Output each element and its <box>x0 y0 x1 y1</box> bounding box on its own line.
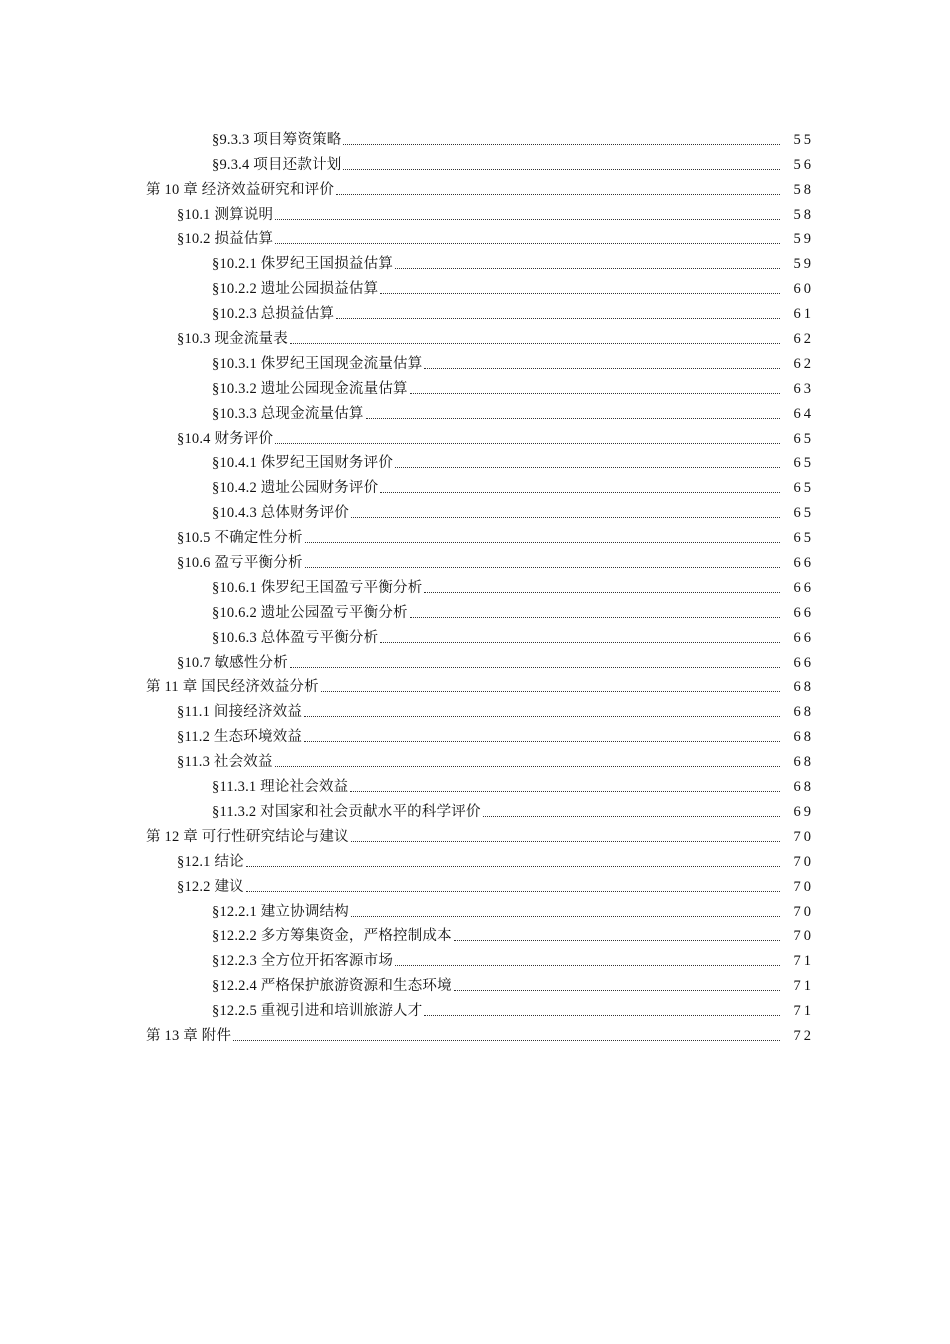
toc-entry-page-number: 70 <box>793 878 814 895</box>
toc-entry[interactable] <box>0 672 950 697</box>
toc-entry-title: §10.4 财务评价 <box>177 430 274 447</box>
toc-entry-page-number: 66 <box>793 579 814 596</box>
dot-leader <box>454 989 780 991</box>
toc-entry-page-number: 66 <box>793 604 814 621</box>
toc-entry[interactable] <box>0 522 950 547</box>
toc-entry-title: §12.2.3 全方位开拓客源市场 <box>212 953 394 970</box>
dot-leader <box>350 790 780 792</box>
dot-leader <box>395 267 780 269</box>
toc-entry-page-number: 58 <box>793 206 814 223</box>
toc-entry-page-number: 68 <box>793 729 814 746</box>
dot-leader <box>275 218 780 220</box>
toc-entry[interactable] <box>0 746 950 771</box>
toc-entry-page-number: 68 <box>793 704 814 721</box>
toc-entry[interactable] <box>0 846 950 871</box>
toc-entry[interactable] <box>0 622 950 647</box>
toc-entry[interactable] <box>0 149 950 174</box>
dot-leader <box>304 715 780 717</box>
toc-entry[interactable] <box>0 199 950 224</box>
toc-entry-title: §10.6.1 侏罗纪王国盈亏平衡分析 <box>212 579 423 596</box>
dot-leader <box>343 168 780 170</box>
toc-entry-title: §10.2.1 侏罗纪王国损益估算 <box>212 256 394 273</box>
toc-entry-title: §12.2.4 严格保护旅游资源和生态环境 <box>212 978 452 995</box>
dot-leader <box>305 541 780 543</box>
toc-entry-title: §10.1 测算说明 <box>177 206 274 223</box>
dot-leader <box>424 367 780 369</box>
toc-entry[interactable] <box>0 771 950 796</box>
toc-entry-title: §10.4.2 遗址公园财务评价 <box>212 480 379 497</box>
toc-entry-page-number: 59 <box>793 256 814 273</box>
toc-entry-title: §11.2 生态环境效益 <box>177 729 303 746</box>
dot-leader <box>351 840 780 842</box>
toc-entry-page-number: 62 <box>793 355 814 372</box>
toc-entry[interactable] <box>0 497 950 522</box>
dot-leader <box>246 865 780 867</box>
toc-entry-page-number: 70 <box>793 928 814 945</box>
toc-entry-page-number: 65 <box>793 455 814 472</box>
dot-leader <box>275 442 780 444</box>
dot-leader <box>424 591 780 593</box>
toc-entry-title: §10.2.2 遗址公园损益估算 <box>212 281 379 298</box>
dot-leader <box>275 765 780 767</box>
toc-entry-page-number: 68 <box>793 779 814 796</box>
dot-leader <box>321 690 780 692</box>
toc-entry-page-number: 70 <box>793 828 814 845</box>
dot-leader <box>380 491 780 493</box>
toc-entry-title: §9.3.4 项目还款计划 <box>212 156 342 173</box>
dot-leader <box>336 193 780 195</box>
toc-entry-title: §10.4.1 侏罗纪王国财务评价 <box>212 455 394 472</box>
dot-leader <box>304 740 780 742</box>
toc-entry-page-number: 66 <box>793 555 814 572</box>
dot-leader <box>351 915 780 917</box>
toc-entry[interactable] <box>0 796 950 821</box>
toc-entry-title: §10.2 损益估算 <box>177 231 274 248</box>
toc-entry-page-number: 65 <box>793 505 814 522</box>
toc-entry[interactable] <box>0 945 950 970</box>
toc-entry[interactable] <box>0 323 950 348</box>
toc-entry-page-number: 62 <box>793 331 814 348</box>
dot-leader <box>395 466 780 468</box>
dot-leader <box>305 566 780 568</box>
dot-leader <box>380 641 780 643</box>
toc-entry-page-number: 64 <box>793 405 814 422</box>
toc-entry[interactable] <box>0 373 950 398</box>
toc-entry-title: §11.1 间接经济效益 <box>177 704 303 721</box>
toc-entry[interactable] <box>0 423 950 448</box>
toc-entry-page-number: 56 <box>793 156 814 173</box>
toc-entry[interactable] <box>0 124 950 149</box>
toc-entry-title: §10.3.1 侏罗纪王国现金流量估算 <box>212 355 423 372</box>
toc-entry-title: §12.2 建议 <box>177 878 244 895</box>
toc-entry-title: §12.1 结论 <box>177 853 244 870</box>
toc-entry-title: §10.5 不确定性分析 <box>177 530 303 547</box>
toc-entry-title: §11.3 社会效益 <box>177 754 273 771</box>
toc-entry-page-number: 70 <box>793 903 814 920</box>
toc-entry[interactable] <box>0 821 950 846</box>
toc-entry-page-number: 59 <box>793 231 814 248</box>
toc-entry-title: §12.2.2 多方筹集资金，严格控制成本 <box>212 928 452 945</box>
toc-entry-page-number: 71 <box>793 978 814 995</box>
toc-entry[interactable] <box>0 921 950 946</box>
toc-entry-page-number: 65 <box>793 430 814 447</box>
toc-entry-title: §10.3.2 遗址公园现金流量估算 <box>212 380 408 397</box>
toc-entry[interactable] <box>0 298 950 323</box>
toc-entry-title: §10.6 盈亏平衡分析 <box>177 555 303 572</box>
toc-entry[interactable] <box>0 995 950 1020</box>
toc-entry-title: §10.6.2 遗址公园盈亏平衡分析 <box>212 604 408 621</box>
dot-leader <box>424 1014 780 1016</box>
dot-leader <box>336 317 780 319</box>
dot-leader <box>290 666 780 668</box>
table-of-contents <box>0 124 950 1045</box>
dot-leader <box>483 815 780 817</box>
toc-entry-title: 第 10 章 经济效益研究和评价 <box>146 181 335 198</box>
toc-entry-page-number: 68 <box>793 679 814 696</box>
toc-entry-page-number: 69 <box>793 803 814 820</box>
toc-entry[interactable] <box>0 248 950 273</box>
toc-entry-title: §10.4.3 总体财务评价 <box>212 505 349 522</box>
dot-leader <box>351 516 780 518</box>
toc-entry[interactable] <box>0 348 950 373</box>
dot-leader <box>410 392 780 394</box>
toc-entry-title: §10.3.3 总现金流量估算 <box>212 405 364 422</box>
toc-entry[interactable] <box>0 572 950 597</box>
toc-entry-title: §12.2.5 重视引进和培训旅游人才 <box>212 1003 423 1020</box>
toc-entry-title: §10.3 现金流量表 <box>177 331 288 348</box>
toc-entry-title: §10.6.3 总体盈亏平衡分析 <box>212 629 379 646</box>
toc-entry[interactable] <box>0 1020 950 1045</box>
toc-entry[interactable] <box>0 224 950 249</box>
toc-entry-page-number: 71 <box>793 953 814 970</box>
toc-entry-title: 第 11 章 国民经济效益分析 <box>146 679 319 696</box>
toc-entry-page-number: 60 <box>793 281 814 298</box>
toc-entry-title: §12.2.1 建立协调结构 <box>212 903 349 920</box>
toc-entry-title: 第 13 章 附件 <box>146 1027 232 1044</box>
toc-entry-title: §11.3.2 对国家和社会贡献水平的科学评价 <box>212 803 481 820</box>
toc-entry-page-number: 72 <box>793 1027 814 1044</box>
toc-entry-title: §10.7 敏感性分析 <box>177 654 288 671</box>
toc-entry-page-number: 68 <box>793 754 814 771</box>
toc-entry-title: §9.3.3 项目筹资策略 <box>212 131 342 148</box>
toc-entry-page-number: 63 <box>793 380 814 397</box>
dot-leader <box>275 242 780 244</box>
toc-entry[interactable] <box>0 472 950 497</box>
toc-entry-page-number: 61 <box>793 306 814 323</box>
toc-entry-page-number: 66 <box>793 654 814 671</box>
toc-entry-page-number: 70 <box>793 853 814 870</box>
dot-leader <box>454 939 780 941</box>
dot-leader <box>343 143 780 145</box>
toc-entry-page-number: 65 <box>793 530 814 547</box>
toc-entry[interactable] <box>0 174 950 199</box>
toc-entry-page-number: 55 <box>793 131 814 148</box>
toc-entry-title: §11.3.1 理论社会效益 <box>212 779 349 796</box>
dot-leader <box>395 964 780 966</box>
toc-entry[interactable] <box>0 896 950 921</box>
toc-entry[interactable] <box>0 448 950 473</box>
toc-entry-page-number: 58 <box>793 181 814 198</box>
toc-entry[interactable] <box>0 871 950 896</box>
toc-entry[interactable] <box>0 597 950 622</box>
toc-entry-title: 第 12 章 可行性研究结论与建议 <box>146 828 349 845</box>
toc-entry[interactable] <box>0 970 950 995</box>
toc-entry-page-number: 65 <box>793 480 814 497</box>
dot-leader <box>366 417 780 419</box>
toc-entry-title: §10.2.3 总损益估算 <box>212 306 335 323</box>
toc-entry-page-number: 71 <box>793 1003 814 1020</box>
dot-leader <box>380 292 780 294</box>
dot-leader <box>290 342 780 344</box>
toc-entry[interactable] <box>0 696 950 721</box>
toc-entry[interactable] <box>0 273 950 298</box>
toc-entry[interactable] <box>0 647 950 672</box>
dot-leader <box>233 1039 780 1041</box>
toc-entry[interactable] <box>0 398 950 423</box>
toc-entry[interactable] <box>0 547 950 572</box>
dot-leader <box>410 616 780 618</box>
toc-entry[interactable] <box>0 721 950 746</box>
toc-entry-page-number: 66 <box>793 629 814 646</box>
dot-leader <box>246 890 780 892</box>
